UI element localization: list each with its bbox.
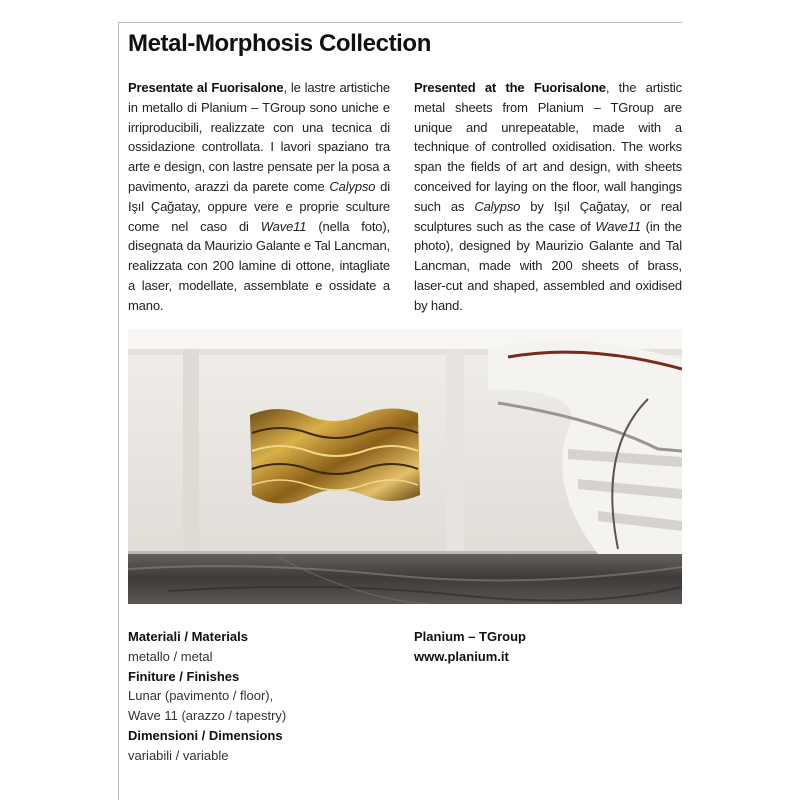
- english-wave11: Wave11: [595, 218, 641, 234]
- english-text-2: by Işıl Çağatay, or real sculptures such as the case of: [414, 198, 682, 234]
- article-title: Metal-Morphosis Collection: [128, 30, 431, 57]
- top-rule: [118, 22, 682, 23]
- finishes-label: Finiture / Finishes: [128, 668, 240, 684]
- specs-block: [128, 627, 286, 766]
- italian-text-3: (nella foto), disegnata da Maurizio Galante e Tal Lancman, realizzata con 200 lamine di ottone, intagliate a laser, modellate, assemblate e ossidate a mano.: [128, 218, 390, 313]
- english-text-3: (in the photo), designed by Maurizio Galante and Tal Lancman, made with 200 sheets of brass, laser-cut and shaped, assembled and oxidised by hand.: [414, 218, 682, 313]
- english-lead: Presented at the Fuorisalone: [414, 80, 606, 95]
- finishes-value-2: Wave 11 (arazzo / tapestry): [128, 708, 287, 724]
- wave11-sculpture: [250, 408, 420, 503]
- italian-wave11: Wave11: [260, 218, 307, 234]
- italian-calypso: Calypso: [329, 178, 376, 194]
- dimensions-value: variabili / variable: [128, 747, 229, 763]
- italian-text-1: , le lastre artistiche in metallo di Planium – TGroup sono uniche e irriproducibili, realizzate con una tecnica di ossidazione controllata. I lavori spaziano tra arte e design, con lastre pensate per la posa a pavimento, arazzi da parete come: [128, 80, 390, 194]
- brand-website[interactable]: www.planium.it: [414, 648, 509, 664]
- brand-name: Planium – TGroup: [414, 629, 526, 644]
- materials-value: metallo / metal: [128, 648, 213, 664]
- english-calypso: Calypso: [474, 198, 521, 214]
- left-rule: [118, 22, 119, 800]
- brand-block: [414, 627, 526, 667]
- italian-text-2: di Işıl Çağatay, oppure vere e proprie sculture come nel caso di: [128, 178, 390, 234]
- wave11-photo: [128, 329, 682, 604]
- italian-lead: Presentate al Fuorisalone: [128, 80, 284, 95]
- english-text-1: , the artistic metal sheets from Planium – TGroup are unique and unrepeatable, made with a technique of controlled oxidisation. The works span the fields of art and design, with sheets conceived for laying on the floor, wall hangings such as: [414, 80, 682, 214]
- dimensions-label: Dimensioni / Dimensions: [128, 727, 283, 743]
- finishes-value-1: Lunar (pavimento / floor),: [128, 688, 274, 704]
- english-column: [414, 78, 682, 316]
- materials-label: Materiali / Materials: [128, 629, 248, 644]
- italian-column: [128, 78, 390, 316]
